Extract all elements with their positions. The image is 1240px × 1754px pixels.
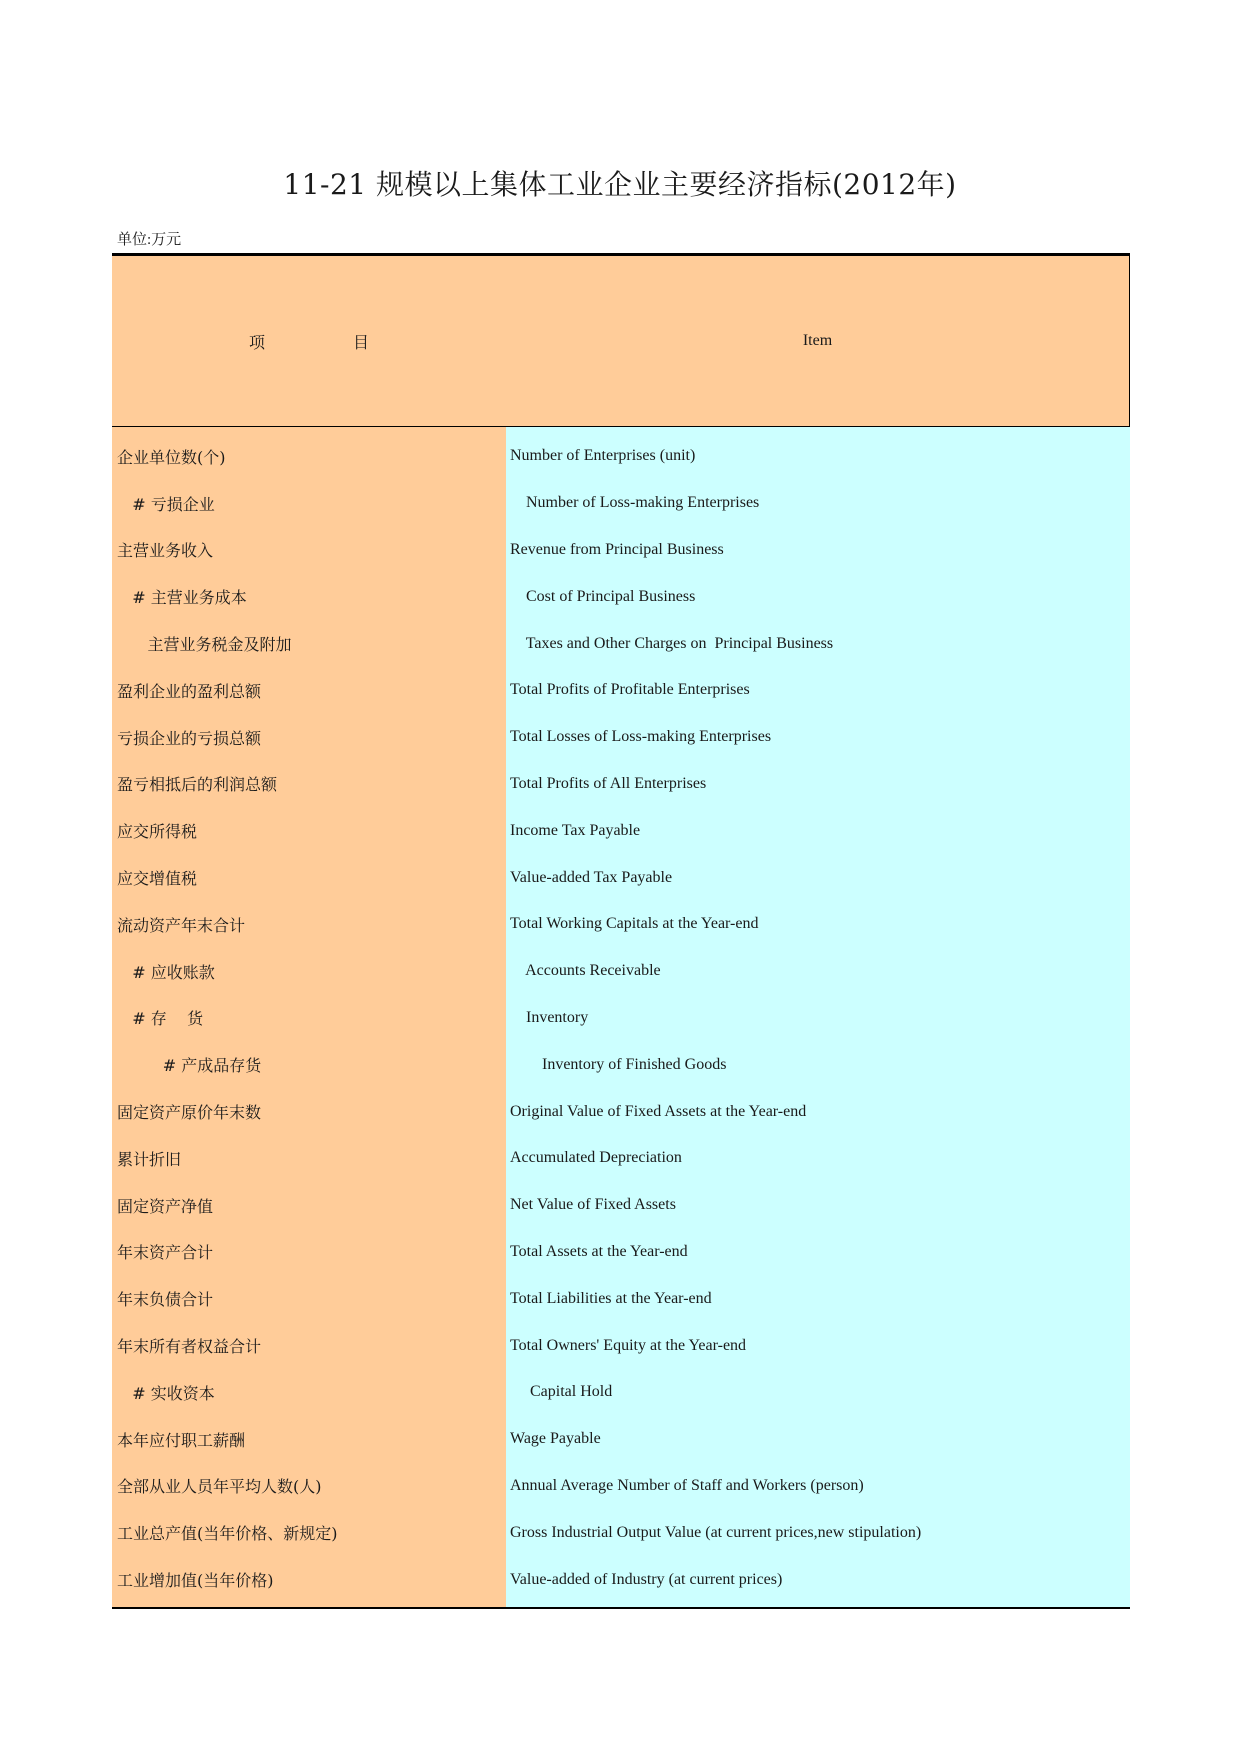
row-label-zh: 年末资产合计	[117, 1243, 214, 1263]
row-label-en: Capital Hold	[510, 1383, 613, 1401]
header-zh-char-1: 项	[248, 334, 265, 352]
row-label-zh: 流动资产年末合计	[117, 915, 246, 935]
row-label-en: Total Owners' Equity at the Year-end	[510, 1336, 747, 1354]
row-label-zh: 全部从业人员年平均人数(人)	[117, 1477, 322, 1497]
row-label-en: Wage Payable	[510, 1430, 601, 1448]
table-row	[112, 1135, 1130, 1182]
header-item-zh	[112, 256, 506, 426]
row-label-en: Revenue from Principal Business	[510, 540, 724, 558]
row-label-en: Number of Loss-making Enterprises	[510, 494, 760, 512]
row-label-zh: 固定资产净值	[117, 1196, 214, 1216]
row-label-en: Total Profits of Profitable Enterprises	[510, 681, 750, 699]
table-row	[112, 573, 1130, 620]
table-row	[112, 1369, 1130, 1416]
row-label-zh: 盈亏相抵后的利润总额	[117, 775, 278, 795]
row-label-en: Value-added Tax Payable	[510, 868, 673, 886]
row-label-en: Original Value of Fixed Assets at the Year-end	[510, 1102, 807, 1120]
row-label-zh: 应交所得税	[117, 822, 198, 842]
table-row	[112, 1041, 1130, 1088]
table-row	[112, 1509, 1130, 1556]
table-row	[112, 667, 1130, 714]
row-label-en: Accumulated Depreciation	[510, 1149, 682, 1167]
table-row	[112, 761, 1130, 808]
row-label-en: Total Liabilities at the Year-end	[510, 1289, 712, 1307]
table-row	[112, 1275, 1130, 1322]
row-label-zh: 主营业务收入	[117, 541, 214, 561]
row-label-zh: # 应收账款	[117, 962, 215, 982]
table-row	[112, 433, 1130, 480]
table-row	[112, 807, 1130, 854]
row-label-zh: 年末负债合计	[117, 1290, 214, 1310]
table-header	[112, 253, 1130, 427]
row-label-en: Total Assets at the Year-end	[510, 1242, 688, 1260]
row-label-zh: 亏损企业的亏损总额	[117, 728, 262, 748]
row-label-zh: 本年应付职工薪酬	[117, 1430, 246, 1450]
row-label-en: Annual Average Number of Staff and Workers (person)	[510, 1476, 864, 1494]
table-row	[112, 527, 1130, 574]
table-row	[112, 1463, 1130, 1510]
row-label-zh: 累计折旧	[117, 1149, 182, 1169]
row-label-zh: # 亏损企业	[117, 494, 215, 514]
row-label-zh: # 主营业务成本	[117, 588, 247, 608]
row-label-zh: 盈利企业的盈利总额	[117, 681, 262, 701]
row-label-zh: 年末所有者权益合计	[117, 1337, 262, 1357]
row-label-zh: # 产成品存货	[117, 1056, 262, 1076]
table-row	[112, 854, 1130, 901]
indicator-table	[112, 253, 1130, 1609]
row-label-en: Total Losses of Loss-making Enterprises	[510, 728, 772, 746]
table-row	[112, 995, 1130, 1042]
table-row	[112, 1182, 1130, 1229]
row-label-en: Total Working Capitals at the Year-end	[510, 915, 759, 933]
row-label-en: Inventory of Finished Goods	[510, 1055, 727, 1073]
row-label-en: Net Value of Fixed Assets	[510, 1196, 676, 1214]
row-label-zh: 应交增值税	[117, 869, 198, 889]
table-bottom-padding	[112, 1603, 1130, 1607]
table-row	[112, 1322, 1130, 1369]
page-title: 11-21 规模以上集体工业企业主要经济指标(2012年)	[283, 168, 957, 201]
row-label-zh: 工业总产值(当年价格、新规定)	[117, 1524, 338, 1544]
row-label-zh: # 存 货	[117, 1009, 204, 1029]
row-label-en: Cost of Principal Business	[510, 587, 696, 605]
row-label-en: Total Profits of All Enterprises	[510, 774, 707, 792]
row-label-zh: 工业增加值(当年价格)	[117, 1571, 274, 1591]
table-row	[112, 948, 1130, 995]
table-row	[112, 1556, 1130, 1603]
table-row	[112, 480, 1130, 527]
row-label-en: Income Tax Payable	[510, 821, 641, 839]
table-row	[112, 1088, 1130, 1135]
table-body	[112, 427, 1130, 1609]
table-row	[112, 714, 1130, 761]
table-row	[112, 620, 1130, 667]
table-row	[112, 1416, 1130, 1463]
row-label-en: Number of Enterprises (unit)	[510, 447, 696, 465]
header-zh-char-2: 目	[353, 334, 370, 352]
row-label-zh: 主营业务税金及附加	[117, 635, 292, 655]
row-label-en: Inventory	[510, 1008, 589, 1026]
table-row	[112, 1229, 1130, 1276]
row-label-en: Value-added of Industry (at current prices)	[510, 1570, 783, 1588]
row-label-zh: 企业单位数(个)	[117, 447, 226, 467]
header-item-en: Item	[506, 256, 1130, 426]
row-label-zh: 固定资产原价年末数	[117, 1103, 262, 1123]
row-label-en: Gross Industrial Output Value (at current prices,new stipulation)	[510, 1523, 922, 1541]
row-label-zh: # 实收资本	[117, 1383, 215, 1403]
row-label-en: Taxes and Other Charges on Principal Business	[510, 634, 834, 652]
unit-label: 单位:万元	[117, 232, 182, 248]
table-row	[112, 901, 1130, 948]
row-label-en: Accounts Receivable	[510, 962, 661, 980]
